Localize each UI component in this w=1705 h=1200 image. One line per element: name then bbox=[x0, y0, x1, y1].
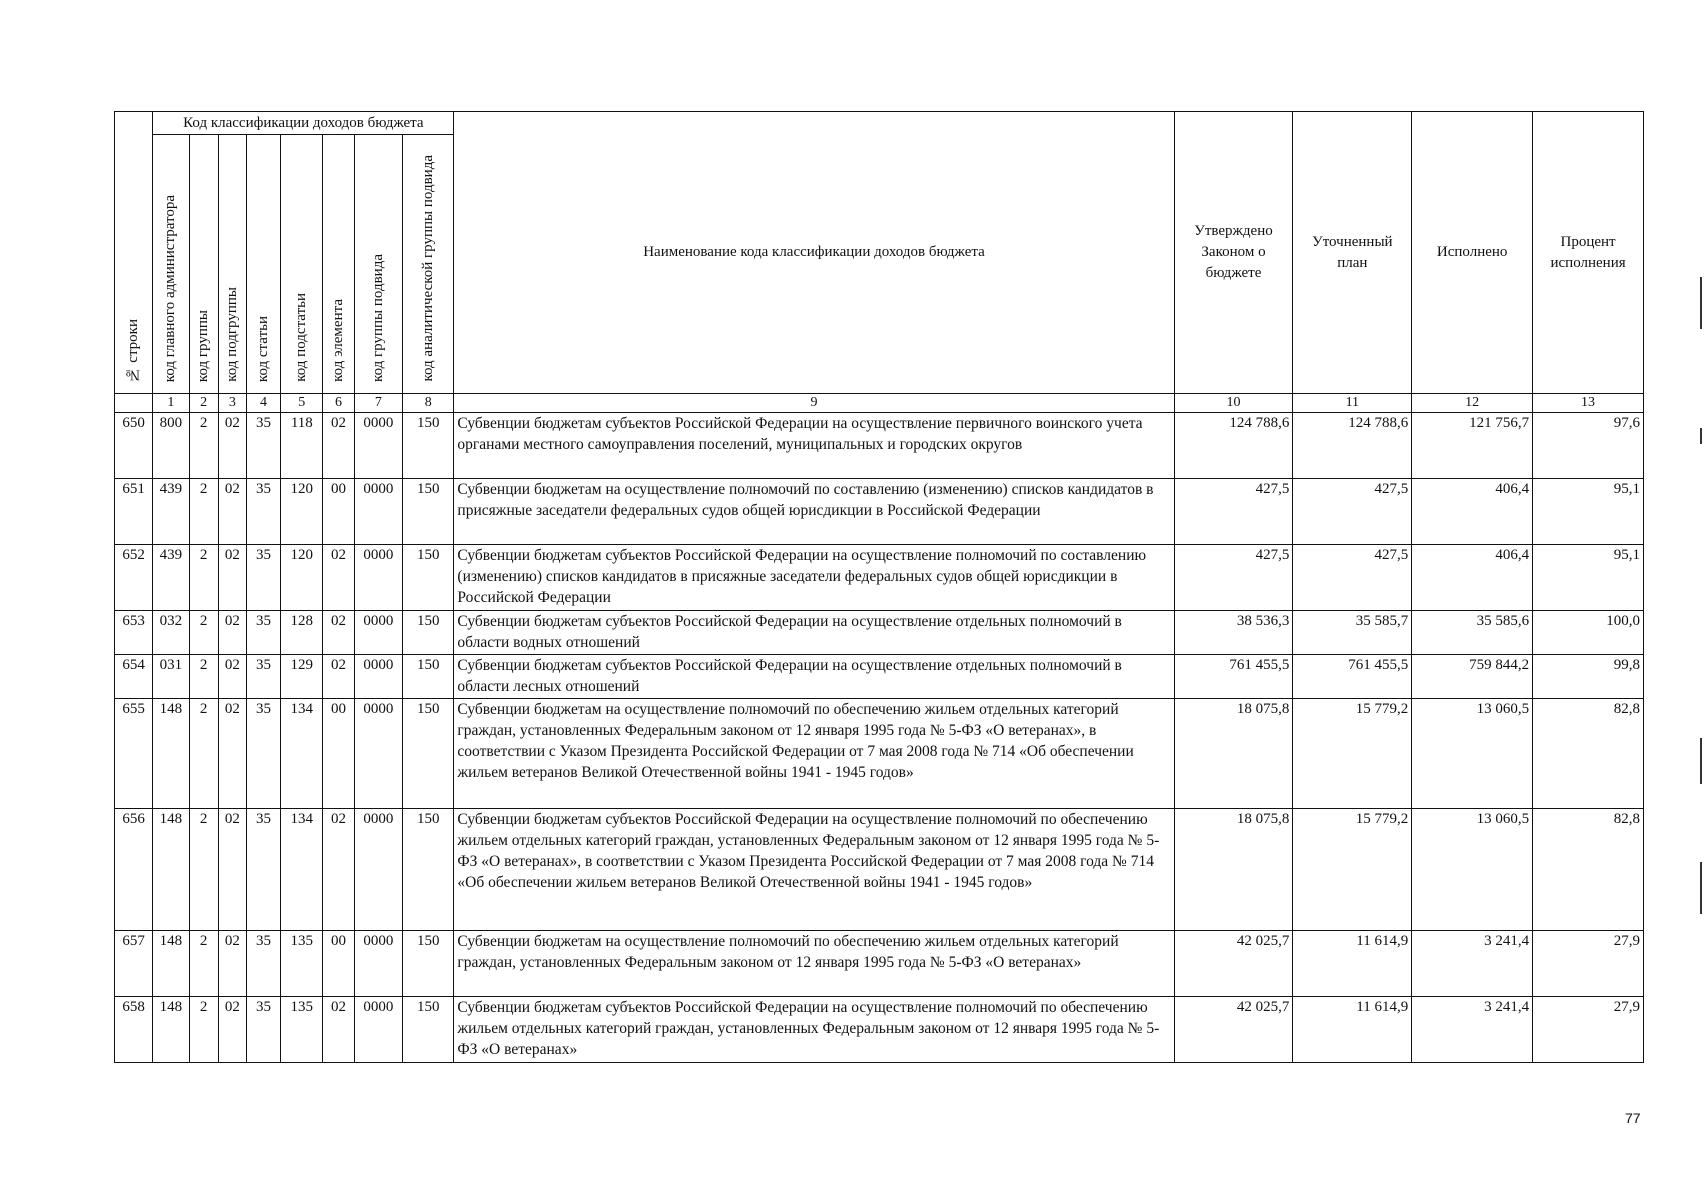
revenue-name-cell: Субвенции бюджетам субъектов Российской Федерации на осуществление отдельных полномочий в области лесных отношений bbox=[454, 655, 1174, 699]
element-code-cell: 02 bbox=[323, 997, 354, 1063]
column-number: 11 bbox=[1293, 394, 1412, 413]
execution-percent-cell: 82,8 bbox=[1533, 809, 1644, 931]
element-code-cell: 02 bbox=[323, 809, 354, 931]
revenue-name-cell: Субвенции бюджетам субъектов Российской Федерации на осуществление полномочий по обеспечению жильем отдельных категорий граждан, установленных Федеральным законом от 12 января 1995 года № 5-ФЗ «О ветеранах» bbox=[454, 997, 1174, 1063]
subarticle-code-cell: 120 bbox=[281, 545, 323, 611]
analytic-code-cell: 150 bbox=[403, 655, 454, 699]
header-subtype-group-code: код группы подвида bbox=[354, 135, 402, 394]
revenue-name-cell: Субвенции бюджетам субъектов Российской Федерации на осуществление отдельных полномочий в области водных отношений bbox=[454, 611, 1174, 655]
row-number-cell: 653 bbox=[115, 611, 153, 655]
subtype-group-code-cell: 0000 bbox=[354, 997, 402, 1063]
group-code-cell: 2 bbox=[189, 997, 218, 1063]
subtype-group-code-cell: 0000 bbox=[354, 545, 402, 611]
article-code-cell: 35 bbox=[246, 809, 280, 931]
row-number-cell: 658 bbox=[115, 997, 153, 1063]
subarticle-code-cell: 134 bbox=[281, 699, 323, 809]
analytic-code-cell: 150 bbox=[403, 545, 454, 611]
approved-amount-cell: 42 025,7 bbox=[1174, 931, 1293, 997]
subgroup-code-cell: 02 bbox=[218, 655, 246, 699]
table-row bbox=[115, 545, 1644, 611]
subgroup-code-cell: 02 bbox=[218, 699, 246, 809]
header-percent: Процент исполнения bbox=[1533, 112, 1644, 394]
execution-percent-cell: 95,1 bbox=[1533, 479, 1644, 545]
approved-amount-cell: 427,5 bbox=[1174, 479, 1293, 545]
table-row bbox=[115, 809, 1644, 931]
subarticle-code-cell: 128 bbox=[281, 611, 323, 655]
row-number-cell: 650 bbox=[115, 413, 153, 479]
revenue-name-cell: Субвенции бюджетам субъектов Российской Федерации на осуществление полномочий по обеспечению жильем отдельных категорий граждан, установленных Федеральным законом от 12 января 1995 года № 5-ФЗ «О ветеранах», в соответствии с Указом Президента Российской Федерации от 7 мая 2008 года № 714 «Об обеспечении жильем ветеранов Великой Отечественной войны 1941 - 1945 годов» bbox=[454, 809, 1174, 931]
refined-plan-cell: 35 585,7 bbox=[1293, 611, 1412, 655]
element-code-cell: 00 bbox=[323, 931, 354, 997]
subgroup-code-cell: 02 bbox=[218, 997, 246, 1063]
analytic-code-cell: 150 bbox=[403, 997, 454, 1063]
header-subgroup-code: код подгруппы bbox=[218, 135, 246, 394]
column-number-row bbox=[115, 394, 1644, 413]
approved-amount-cell: 42 025,7 bbox=[1174, 997, 1293, 1063]
header-analytic-code: код аналитической группы подвида bbox=[403, 135, 454, 394]
executed-amount-cell: 35 585,6 bbox=[1412, 611, 1533, 655]
approved-amount-cell: 18 075,8 bbox=[1174, 699, 1293, 809]
approved-amount-cell: 18 075,8 bbox=[1174, 809, 1293, 931]
executed-amount-cell: 3 241,4 bbox=[1412, 931, 1533, 997]
approved-amount-cell: 124 788,6 bbox=[1174, 413, 1293, 479]
header-article-code: код статьи bbox=[246, 135, 280, 394]
scan-edge-mark bbox=[1700, 277, 1702, 329]
analytic-code-cell: 150 bbox=[403, 479, 454, 545]
column-number: 5 bbox=[281, 394, 323, 413]
article-code-cell: 35 bbox=[246, 997, 280, 1063]
table-row bbox=[115, 413, 1644, 479]
analytic-code-cell: 150 bbox=[403, 413, 454, 479]
article-code-cell: 35 bbox=[246, 611, 280, 655]
executed-amount-cell: 406,4 bbox=[1412, 479, 1533, 545]
revenue-name-cell: Субвенции бюджетам субъектов Российской Федерации на осуществление первичного воинского учета органами местного самоуправления поселений, муниципальных и городских округов bbox=[454, 413, 1174, 479]
header-approved: Утверждено Законом о бюджете bbox=[1174, 112, 1293, 394]
refined-plan-cell: 427,5 bbox=[1293, 479, 1412, 545]
table-row bbox=[115, 479, 1644, 545]
subtype-group-code-cell: 0000 bbox=[354, 699, 402, 809]
analytic-code-cell: 150 bbox=[403, 699, 454, 809]
admin-code-cell: 148 bbox=[153, 699, 189, 809]
row-number-cell: 654 bbox=[115, 655, 153, 699]
admin-code-cell: 148 bbox=[153, 809, 189, 931]
table-body bbox=[115, 413, 1644, 1063]
column-number: 13 bbox=[1533, 394, 1644, 413]
table-row bbox=[115, 611, 1644, 655]
column-number-blank bbox=[115, 394, 153, 413]
element-code-cell: 00 bbox=[323, 699, 354, 809]
execution-percent-cell: 100,0 bbox=[1533, 611, 1644, 655]
column-number: 12 bbox=[1412, 394, 1533, 413]
refined-plan-cell: 11 614,9 bbox=[1293, 997, 1412, 1063]
admin-code-cell: 148 bbox=[153, 931, 189, 997]
refined-plan-cell: 427,5 bbox=[1293, 545, 1412, 611]
subtype-group-code-cell: 0000 bbox=[354, 479, 402, 545]
header-admin-code: код главного администратора bbox=[153, 135, 189, 394]
budget-revenue-table bbox=[114, 111, 1644, 1063]
column-number: 10 bbox=[1174, 394, 1293, 413]
subarticle-code-cell: 135 bbox=[281, 931, 323, 997]
page-number: 77 bbox=[1625, 1110, 1641, 1126]
execution-percent-cell: 27,9 bbox=[1533, 931, 1644, 997]
executed-amount-cell: 759 844,2 bbox=[1412, 655, 1533, 699]
article-code-cell: 35 bbox=[246, 545, 280, 611]
column-number: 6 bbox=[323, 394, 354, 413]
column-number: 2 bbox=[189, 394, 218, 413]
group-code-cell: 2 bbox=[189, 655, 218, 699]
subtype-group-code-cell: 0000 bbox=[354, 809, 402, 931]
column-number: 4 bbox=[246, 394, 280, 413]
execution-percent-cell: 82,8 bbox=[1533, 699, 1644, 809]
revenue-name-cell: Субвенции бюджетам на осуществление полномочий по составлению (изменению) списков кандидатов в присяжные заседатели федеральных судов общей юрисдикции в Российской Федерации bbox=[454, 479, 1174, 545]
refined-plan-cell: 124 788,6 bbox=[1293, 413, 1412, 479]
group-code-cell: 2 bbox=[189, 413, 218, 479]
executed-amount-cell: 13 060,5 bbox=[1412, 699, 1533, 809]
subgroup-code-cell: 02 bbox=[218, 545, 246, 611]
scan-edge-mark bbox=[1700, 428, 1702, 444]
subgroup-code-cell: 02 bbox=[218, 809, 246, 931]
group-code-cell: 2 bbox=[189, 699, 218, 809]
refined-plan-cell: 761 455,5 bbox=[1293, 655, 1412, 699]
header-executed: Исполнено bbox=[1412, 112, 1533, 394]
column-number: 7 bbox=[354, 394, 402, 413]
article-code-cell: 35 bbox=[246, 699, 280, 809]
article-code-cell: 35 bbox=[246, 479, 280, 545]
row-number-cell: 655 bbox=[115, 699, 153, 809]
analytic-code-cell: 150 bbox=[403, 611, 454, 655]
subarticle-code-cell: 118 bbox=[281, 413, 323, 479]
subgroup-code-cell: 02 bbox=[218, 931, 246, 997]
analytic-code-cell: 150 bbox=[403, 931, 454, 997]
header-row-no: № строки bbox=[115, 112, 153, 394]
group-code-cell: 2 bbox=[189, 931, 218, 997]
admin-code-cell: 031 bbox=[153, 655, 189, 699]
subarticle-code-cell: 120 bbox=[281, 479, 323, 545]
row-number-cell: 652 bbox=[115, 545, 153, 611]
revenue-name-cell: Субвенции бюджетам субъектов Российской Федерации на осуществление полномочий по составлению (изменению) списков кандидатов в присяжные заседатели федеральных судов общей юрисдикции в Российской Федерации bbox=[454, 545, 1174, 611]
article-code-cell: 35 bbox=[246, 655, 280, 699]
admin-code-cell: 032 bbox=[153, 611, 189, 655]
execution-percent-cell: 97,6 bbox=[1533, 413, 1644, 479]
executed-amount-cell: 406,4 bbox=[1412, 545, 1533, 611]
row-number-cell: 656 bbox=[115, 809, 153, 931]
table-row bbox=[115, 655, 1644, 699]
revenue-name-cell: Субвенции бюджетам на осуществление полномочий по обеспечению жильем отдельных категорий граждан, установленных Федеральным законом от 12 января 1995 года № 5-ФЗ «О ветеранах» bbox=[454, 931, 1174, 997]
element-code-cell: 00 bbox=[323, 479, 354, 545]
executed-amount-cell: 3 241,4 bbox=[1412, 997, 1533, 1063]
subtype-group-code-cell: 0000 bbox=[354, 931, 402, 997]
execution-percent-cell: 27,9 bbox=[1533, 997, 1644, 1063]
table-row bbox=[115, 931, 1644, 997]
admin-code-cell: 800 bbox=[153, 413, 189, 479]
subtype-group-code-cell: 0000 bbox=[354, 655, 402, 699]
group-code-cell: 2 bbox=[189, 611, 218, 655]
scan-edge-mark bbox=[1700, 738, 1702, 784]
header-subarticle-code: код подстатьи bbox=[281, 135, 323, 394]
column-number: 9 bbox=[454, 394, 1174, 413]
approved-amount-cell: 761 455,5 bbox=[1174, 655, 1293, 699]
approved-amount-cell: 38 536,3 bbox=[1174, 611, 1293, 655]
header-refined: Уточненный план bbox=[1293, 112, 1412, 394]
subgroup-code-cell: 02 bbox=[218, 413, 246, 479]
executed-amount-cell: 13 060,5 bbox=[1412, 809, 1533, 931]
subarticle-code-cell: 134 bbox=[281, 809, 323, 931]
article-code-cell: 35 bbox=[246, 931, 280, 997]
column-number: 8 bbox=[403, 394, 454, 413]
header-group-code: код группы bbox=[189, 135, 218, 394]
header-name: Наименование кода классификации доходов бюджета bbox=[454, 112, 1174, 394]
column-number: 3 bbox=[218, 394, 246, 413]
table-row bbox=[115, 997, 1644, 1063]
article-code-cell: 35 bbox=[246, 413, 280, 479]
element-code-cell: 02 bbox=[323, 413, 354, 479]
element-code-cell: 02 bbox=[323, 545, 354, 611]
approved-amount-cell: 427,5 bbox=[1174, 545, 1293, 611]
column-number: 1 bbox=[153, 394, 189, 413]
subarticle-code-cell: 129 bbox=[281, 655, 323, 699]
scan-edge-mark bbox=[1700, 862, 1702, 914]
table-row bbox=[115, 699, 1644, 809]
admin-code-cell: 439 bbox=[153, 479, 189, 545]
row-number-cell: 657 bbox=[115, 931, 153, 997]
executed-amount-cell: 121 756,7 bbox=[1412, 413, 1533, 479]
element-code-cell: 02 bbox=[323, 611, 354, 655]
subtype-group-code-cell: 0000 bbox=[354, 611, 402, 655]
group-code-cell: 2 bbox=[189, 809, 218, 931]
element-code-cell: 02 bbox=[323, 655, 354, 699]
subgroup-code-cell: 02 bbox=[218, 479, 246, 545]
refined-plan-cell: 15 779,2 bbox=[1293, 699, 1412, 809]
subarticle-code-cell: 135 bbox=[281, 997, 323, 1063]
admin-code-cell: 439 bbox=[153, 545, 189, 611]
admin-code-cell: 148 bbox=[153, 997, 189, 1063]
header-element-code: код элемента bbox=[323, 135, 354, 394]
execution-percent-cell: 99,8 bbox=[1533, 655, 1644, 699]
subgroup-code-cell: 02 bbox=[218, 611, 246, 655]
analytic-code-cell: 150 bbox=[403, 809, 454, 931]
revenue-name-cell: Субвенции бюджетам на осуществление полномочий по обеспечению жильем отдельных категорий граждан, установленных Федеральным законом от 12 января 1995 года № 5-ФЗ «О ветеранах», в соответствии с Указом Президента Российской Федерации от 7 мая 2008 года № 714 «Об обеспечении жильем ветеранов Великой Отечественной войны 1941 - 1945 годов» bbox=[454, 699, 1174, 809]
row-number-cell: 651 bbox=[115, 479, 153, 545]
group-code-cell: 2 bbox=[189, 545, 218, 611]
refined-plan-cell: 11 614,9 bbox=[1293, 931, 1412, 997]
header-classification-group: Код классификации доходов бюджета bbox=[153, 112, 454, 135]
refined-plan-cell: 15 779,2 bbox=[1293, 809, 1412, 931]
group-code-cell: 2 bbox=[189, 479, 218, 545]
subtype-group-code-cell: 0000 bbox=[354, 413, 402, 479]
execution-percent-cell: 95,1 bbox=[1533, 545, 1644, 611]
